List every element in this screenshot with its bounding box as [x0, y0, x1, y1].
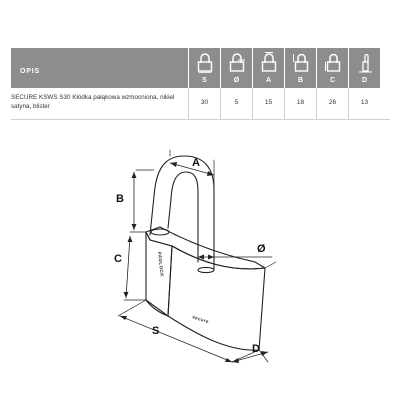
padlock-body-front: [168, 246, 265, 350]
value-d: 13: [348, 88, 380, 119]
label-b: B: [116, 193, 124, 205]
column-letter-c: C: [329, 77, 336, 84]
label-s: S: [152, 325, 160, 337]
value-diameter: 5: [220, 88, 252, 119]
label-c: C: [114, 253, 122, 265]
column-letter-s: S: [202, 77, 207, 84]
column-letter-a: A: [265, 77, 272, 84]
label-a: A: [192, 157, 200, 169]
dim-line-s: [120, 316, 232, 362]
value-c: 26: [316, 88, 348, 119]
column-letter-b: B: [297, 77, 304, 84]
dim-line-c: [126, 236, 130, 298]
value-a: 15: [252, 88, 284, 119]
label-diameter: Ø: [257, 243, 266, 255]
shackle-inner: [168, 172, 198, 262]
column-letter-d: D: [361, 77, 368, 84]
label-d: D: [252, 343, 260, 355]
opis-header: OPIS: [11, 48, 188, 88]
front-brand-text: secure: [191, 314, 210, 325]
side-brand-text: PADLOCK: [157, 251, 165, 278]
value-s: 30: [188, 88, 220, 119]
column-letter-diameter: Ø: [233, 77, 240, 84]
padlock-body-side: [146, 232, 172, 316]
value-b: 18: [284, 88, 316, 119]
product-description: SECURE KSWS S30 Kłódka pałąkowa wzmocniona, nikiel satyna, blister: [11, 94, 175, 110]
